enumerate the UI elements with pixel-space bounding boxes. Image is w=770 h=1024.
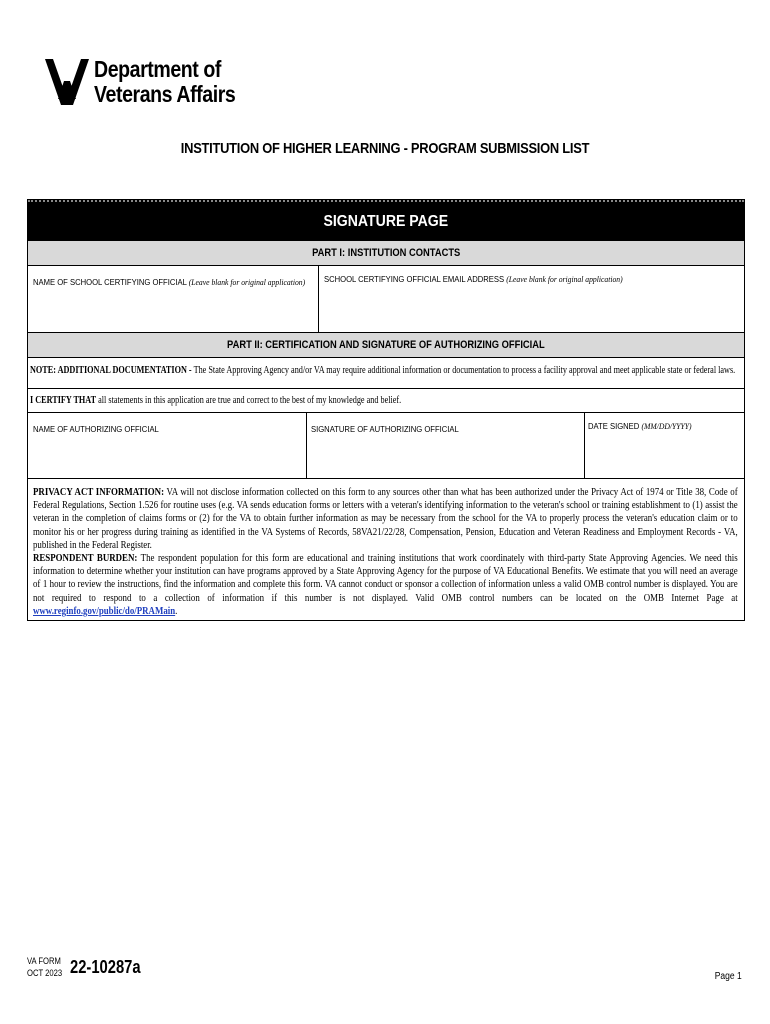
divider (306, 412, 307, 478)
authorizing-official-signature-label: SIGNATURE OF AUTHORIZING OFFICIAL (311, 424, 459, 434)
signature-page-title: SIGNATURE PAGE (323, 213, 449, 230)
org-line-1: Department of (94, 56, 221, 82)
signature-form (27, 199, 745, 621)
part1-title: PART I: INSTITUTION CONTACTS (311, 247, 461, 259)
certifying-official-name-label: NAME OF SCHOOL CERTIFYING OFFICIAL (Leave blank for original application) (33, 277, 306, 287)
divider (28, 478, 744, 479)
form-number: 22-10287a (70, 957, 141, 977)
page-number: Page 1 (715, 971, 742, 982)
document-title: INSTITUTION OF HIGHER LEARNING - PROGRAM SUBMISSION LIST (180, 140, 590, 157)
authorizing-official-name-label: NAME OF AUTHORIZING OFFICIAL (33, 424, 159, 434)
authorizing-official-signature-field[interactable] (308, 436, 582, 476)
part2-title: PART II: CERTIFICATION AND SIGNATURE OF AUTHORIZING OFFICIAL (227, 339, 545, 351)
va-logo (42, 55, 242, 115)
certification-statement: I CERTIFY THAT all statements in this application are true and correct to the best of my knowledge and belief. (30, 395, 402, 406)
date-signed-label: DATE SIGNED (MM/DD/YYYY) (588, 421, 692, 431)
form-label (27, 955, 62, 979)
part2-header (28, 332, 744, 358)
org-line-2: Veterans Affairs (94, 81, 236, 107)
divider (28, 412, 744, 413)
va-seal-icon (42, 55, 92, 109)
form-label-text: VA FORM (27, 956, 61, 966)
divider (584, 412, 585, 478)
form-date: OCT 2023 (27, 968, 63, 978)
date-signed-field[interactable] (586, 434, 742, 476)
privacy-act-information: PRIVACY ACT INFORMATION: VA will not disclose information collected on this form to any sources other than what has been authorized under the Privacy Act of 1974 or Title 38, Code of Federal Regulations, Section 1.526 for routine uses (e.g. VA sends education forms or letters with a veteran's identifying information to the veteran's school or training establishment to (1) assist the veteran in the completion of claims forms or (2) for the VA to obtain further information as may be necessary from the school for the VA to properly process the veteran's education claim or to monitor his or her progress during training as identified in the VA Systems of Records, 58VA21/22/28, Compensation, Pension, Education and Veteran Readiness and Employment Records - VA, published in the Federal Register. (33, 487, 738, 551)
org-name (94, 57, 235, 107)
divider (28, 388, 744, 389)
omb-link[interactable]: www.reginfo.gov/public/do/PRAMain (33, 605, 176, 617)
respondent-burden: RESPONDENT BURDEN: The respondent population for this form are educational and training institutions that work coordinately with third-party State Approving Agencies. We need this information to determine whether your institution can have programs approved by a State Approving Agency for the purpose of VA Educational Benefits. We estimate that you will need an average of 1 hour to review the instructions, find the information and complete this form. VA cannot conduct or sponsor a collection of information unless a valid OMB control number is displayed. You are not required to respond to a collection of information if this number is not displayed. Valid OMB control numbers can be located on the OMB Internet Page at www.reginfo.gov/public/do/PRAMain. (33, 553, 738, 617)
additional-documentation-note: NOTE: ADDITIONAL DOCUMENTATION - The State Approving Agency and/or VA may require additional information or documentation to process a facility approval and meet applicable state or federal laws. (30, 365, 736, 376)
divider (318, 266, 319, 332)
authorizing-official-name-field[interactable] (30, 436, 304, 476)
certifying-official-email-field[interactable] (320, 288, 742, 330)
certifying-official-name-field[interactable] (30, 290, 316, 330)
certifying-official-email-label: SCHOOL CERTIFYING OFFICIAL EMAIL ADDRESS (Leave blank for original application) (324, 274, 623, 284)
part1-header (28, 240, 744, 266)
signature-page-header (28, 200, 744, 242)
